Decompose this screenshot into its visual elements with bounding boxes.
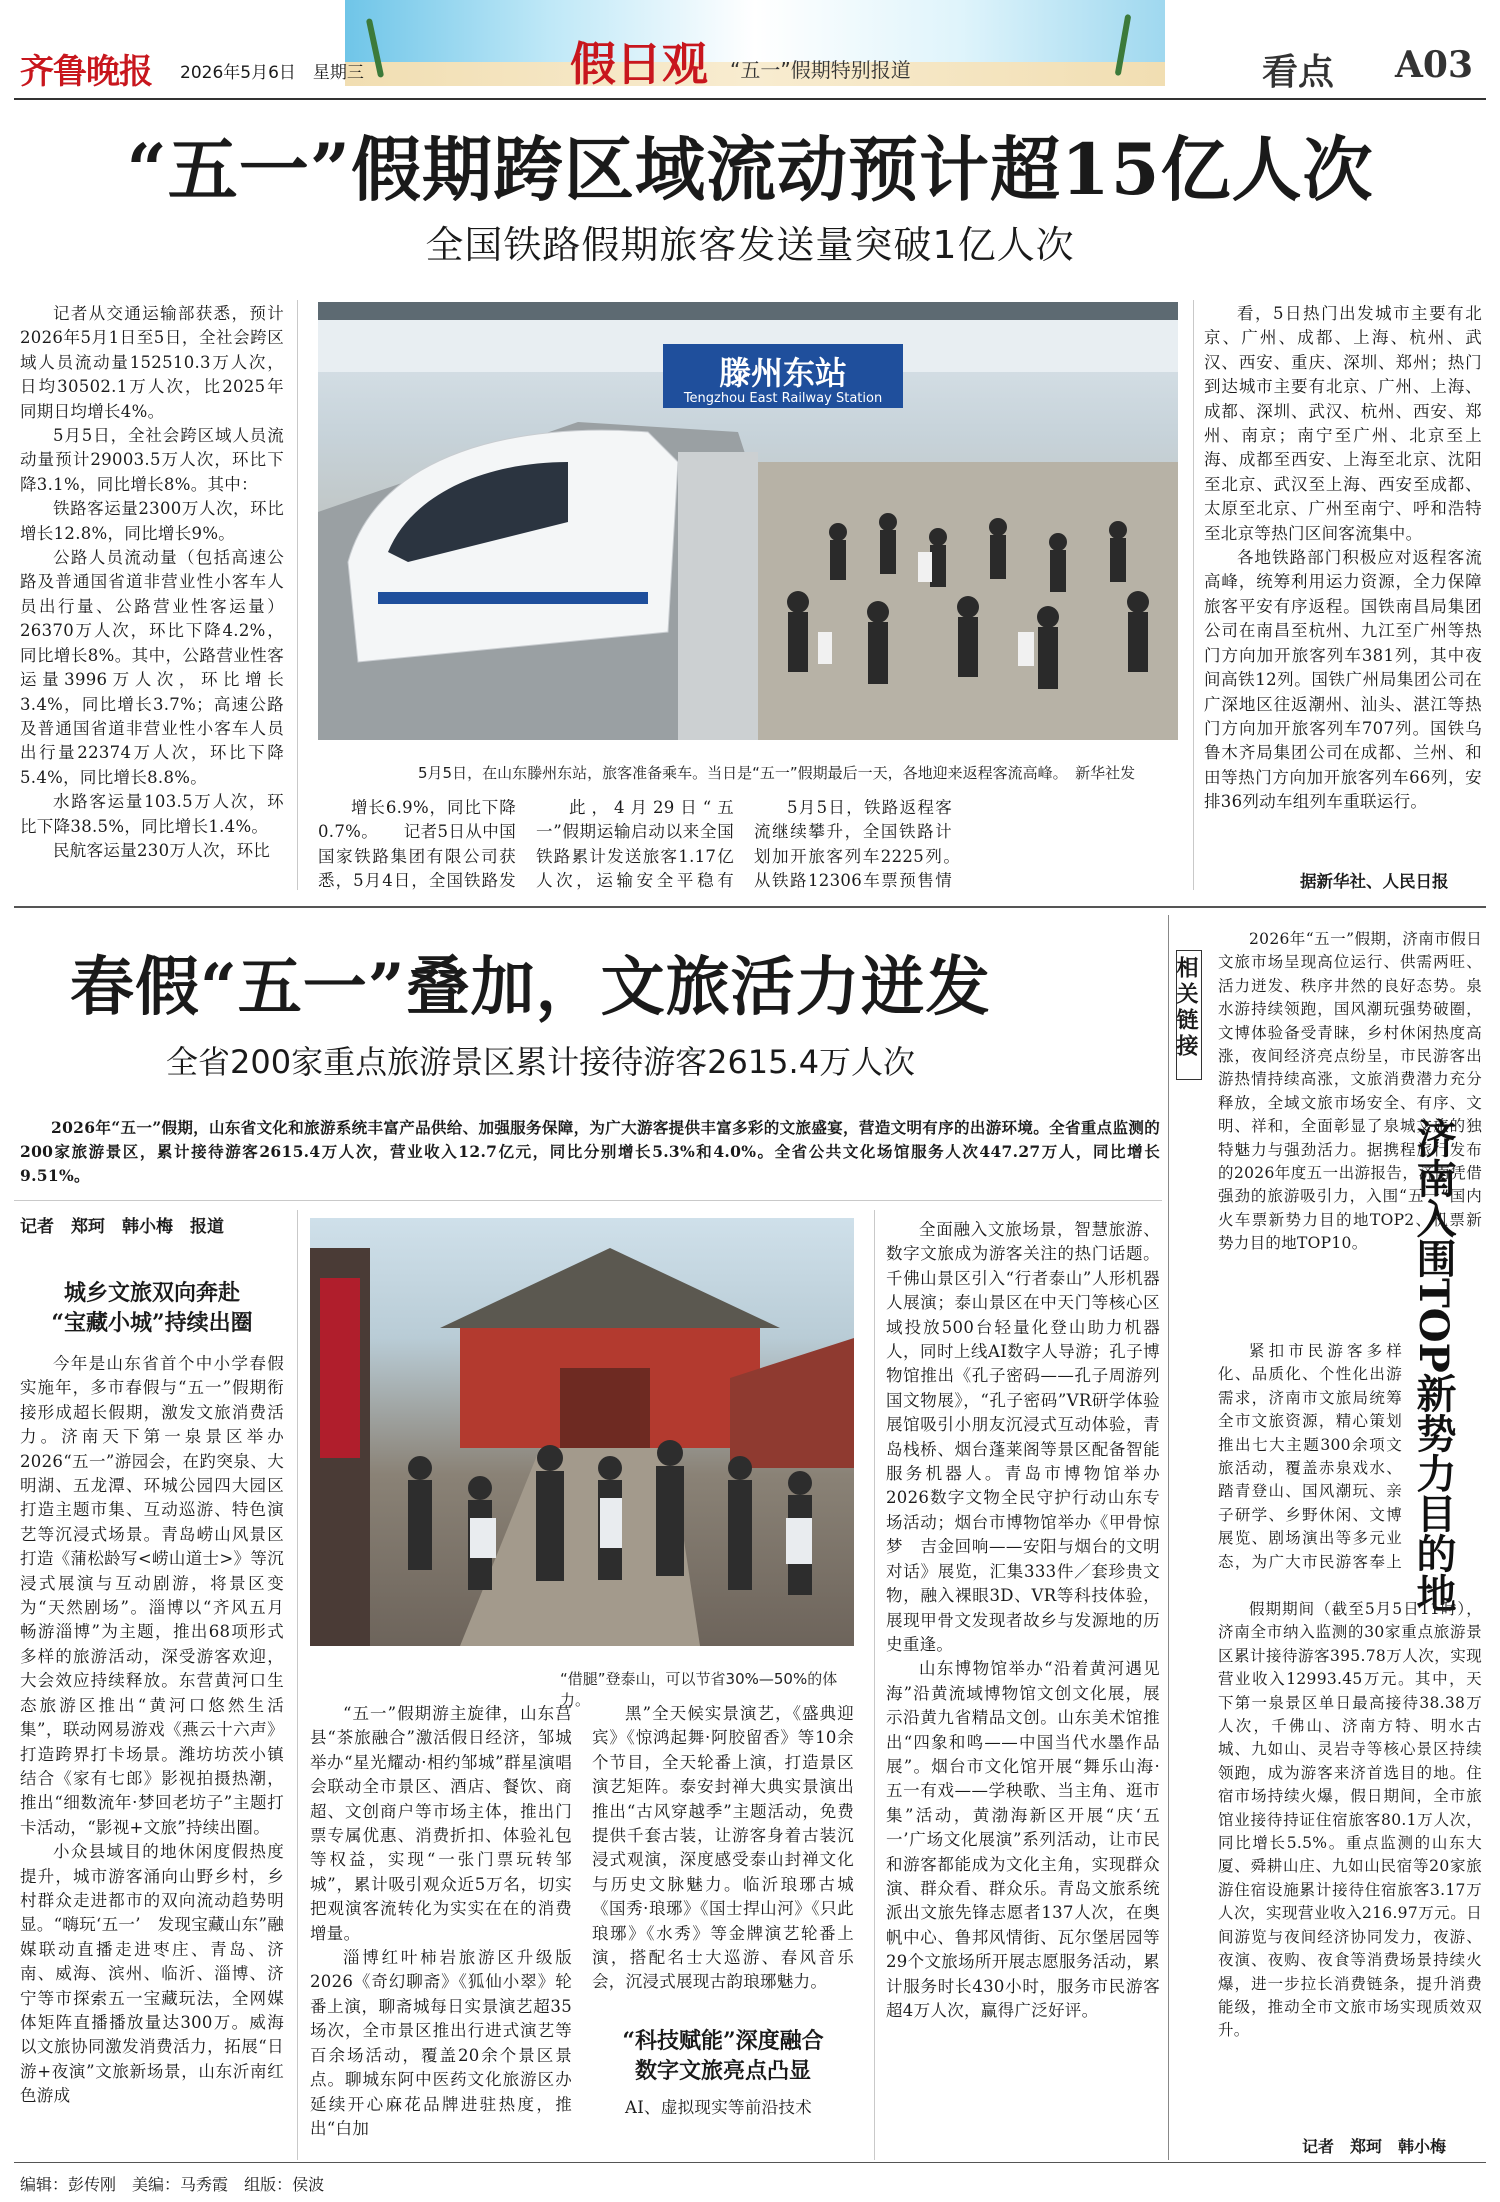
story1-col2: 增长6.9%，同比下降0.7%。 记者5日从中国国家铁路集团有限公司获悉，5月4日，全国铁路发 xyxy=(318,798,516,891)
story2-col2: “五一”假期游主旋律，山东莒县“茶旅融合”激活假日经济，邹城举办“星光耀动·相约邹城”群星演唱会联动全市景区、酒店、餐饮、商超、文创商户等市场主体，推出门票专属优惠、消费折扣、体验礼包等权益，实现“一张门票玩转邹城”，累计吸引观众近5万名，切实把观演客流转化为实实在在的消费增量。 淄博红叶柿岩旅游区升级版2026《奇幻聊斋》《狐仙小翠》轮番上演，聊斋城每日实景演艺超35场次，全市景区推出行进式演艺等百余场活动，覆盖20余个景区景点。聊城东阿中医药文化旅游区办延续开心麻花品牌进驻热度，推出“白加 xyxy=(310,1704,572,2138)
related-col-top: 2026年“五一”假期，济南市假日文旅市场呈现高位运行、供需两旺、活力迸发、秩序井然的良好态势。泉水游持续领跑，国风潮玩强势破圈，文博体验备受青睐，乡村休闲热度高涨，夜间经济亮点纷呈，市民游客出游热情持续高涨，文旅消费潜力充分释放，全域文旅市场安全、有序、文明、祥和，全面彰显了泉城文旅的独特魅力与强劲活力。据携程旅行发布的2026年度五一出游报告，济南凭借强劲的旅游吸引力，入围“五一”国内火车票新势力目的地TOP2、机票新势力目的地TOP10。 xyxy=(1218,930,1482,1253)
station-sign-text: 滕州东站 xyxy=(718,354,848,392)
masthead-rule xyxy=(14,98,1486,100)
station-photo-caption: 5月5日，在山东滕州东站，旅客准备乘车。当日是“五一”假期最后一天，各地迎来返程客流高峰。 新华社发 xyxy=(418,764,1136,782)
story1-headline: “五一”假期跨区域流动预计超15亿人次 xyxy=(126,128,1374,211)
masthead xyxy=(0,0,1500,100)
sidebar-rule xyxy=(1168,915,1169,2160)
story2-col3-tail: AI、虚拟现实等前沿技术 xyxy=(625,2098,813,2117)
related-title: 济南入围TOP新势力目的地 xyxy=(1410,1118,1457,1613)
newspaper-logo: 齐鲁晚报 xyxy=(20,52,152,92)
story2-subheading-1: 城乡文旅双向奔赴 “宝藏小城”持续出圈 xyxy=(51,1280,253,1336)
story2-headline: 春假“五一”叠加，文旅活力迸发 xyxy=(70,950,991,1025)
column-rule xyxy=(874,1210,875,2160)
story2-col1: 今年是山东省首个中小学春假实施年，多市春假与“五一”假期衔接形成超长假期，激发文旅消费活力。济南天下第一泉景区举办2026“五一”游园会，在趵突泉、大明湖、五龙潭、环城公园四大园区打造主题市集、互动巡游、特色演艺等沉浸式场景。青岛崂山风景区打造《蒲松龄写<崂山道士>》等沉浸式展演与互动剧游，将景区变为“天然剧场”。淄博以“齐风五月 畅游淄博”为主题，推出68项形式多样的旅游活动，深受游客欢迎，大会效应持续释放。东营黄河口生态旅游区推出“黄河口悠然生活集”，联动网易游戏《燕云十六声》打造跨界打卡场景。潍坊坊茨小镇结合《家有七郎》影视拍摄热潮，推出“细数流年·梦回老坊子”主题打卡活动，“影视+文旅”持续出圈。 小众县域目的地休闲度假热度提升，城市游客涌向山野乡村，乡村群众走进都市的双向流动趋势明显。“嗨玩‘五一’ 发现宝藏山东”融媒联动直播走进枣庄、青岛、济南、威海、滨州、临沂、淄博、济宁等市探索五一宝藏玩法，全网媒体矩阵直播播放量达300万。威海以文旅协同激发消费活力，拓展“日游+夜演”文旅新场景，山东沂南红色游成 xyxy=(20,1354,284,2106)
column-rule xyxy=(297,300,298,890)
related-col-bottom: 假期期间（截至5月5日11时），济南全市纳入监测的30家重点旅游景区累计接待游客395.78万人次，实现营业收入12993.45万元。其中，天下第一泉景区单日最高接待38.38万人次，千佛山、济南方特、明水古城、九如山、灵岩寺等核心景区持续领跑，成为游客来济首选目的地。住宿市场持续火爆，假日期间，全市旅馆业接待持证住宿旅客80.1万人次，同比增长5.5%。重点监测的山东大厦、舜耕山庄、九如山民宿等20家旅游住宿设施累计接待住宿旅客3.17万人次，实现营业收入216.97万元。日间游览与夜间经济协同发力，夜游、夜演、夜购、夜食等消费场景持续火爆，进一步拉长消费链条，提升消费能级，推动全市文旅市场实现质效双升。 xyxy=(1218,1600,1482,2040)
column-rule xyxy=(297,1210,298,2160)
section-divider xyxy=(14,906,1486,908)
story2-col4: 全面融入文旅场景，智慧旅游、数字文旅成为游客关注的热门话题。千佛山景区引入“行者泰山”人形机器人展演；泰山景区在中天门等核心区域投放500台轻量化登山助力机器人，同时上线AI数字人导游；孔子博物馆推出《孔子密码——孔子周游列国文物展》，“孔子密码”VR研学体验展馆吸引小朋友沉浸式互动体验，青岛栈桥、烟台蓬莱阁等景区配备智能服务机器人。青岛市博物馆举办2026数字文物全民守护行动山东专场活动；烟台市博物馆举办《甲骨惊梦 吉金回响——安阳与烟台的文明对话》展览，汇集333件／套珍贵文物，融入裸眼3D、VR等科技体验，展现甲骨文发现者故乡与发源地的历史重逢。 山东博物馆举办“沿着黄河遇见海”沿黄流域博物馆文创文化展，展示沿黄九省精品文创。山东美术馆推出“四象和鸣——中国当代水墨作品展”。烟台市文化馆开展“舞乐山海·五一有戏——学秧歌、当主角、逛市集”活动，黄渤海新区开展“庆‘五一’广场文化展演”系列活动，让市民和游客都能成为文化主角，实现群众演、群众看、群众乐。青岛文旅系统派出文旅先锋志愿者137人次，在奥帆中心、鲁邦风情街、瓦尔堡居园等29个文旅场所开展志愿服务活动，累计服务时长430小时，服务市民游客超4万人次，赢得广泛好评。 xyxy=(886,1220,1160,2020)
story2-subhead: 全省200家重点旅游景区累计接待游客2615.4万人次 xyxy=(166,1043,916,1081)
story1-byline: 据新华社、人民日报 xyxy=(1300,872,1449,891)
lead-rule xyxy=(14,1200,1162,1201)
section-title: 假日观 xyxy=(570,37,708,91)
tengzhou-station-photo xyxy=(318,302,1178,740)
story2-lead: 2026年“五一”假期，山东省文化和旅游系统丰富产品供给、加强服务保障，为广大游客提供丰富多彩的文旅盛宴，营造文明有序的出游环境。全省重点监测的200家旅游景区，累计接待游客2615.4万人次，营业收入12.7亿元，同比分别增长5.3%和4.0%。全省公共文化场馆服务人次447.27万人，同比增长9.51%。 xyxy=(20,1118,1160,1185)
footer-rule xyxy=(14,2162,1486,2163)
mount-tai-caption: “借腿”登泰山，可以节省30%—50%的体力。 xyxy=(560,1670,838,1709)
station-scene xyxy=(318,302,1178,740)
station-sign-english: Tengzhou East Railway Station xyxy=(683,391,883,406)
mountain-stairs-scene xyxy=(310,1218,854,1646)
story1-subhead: 全国铁路假期旅客发送量突破1亿人次 xyxy=(425,223,1075,267)
related-link-label: 相关链接 xyxy=(1173,956,1199,1060)
story1-col5: 看，5日热门出发城市主要有北京、广州、成都、上海、杭州、武汉、西安、重庆、深圳、郑州；热门到达城市主要有北京、广州、上海、成都、深圳、武汉、杭州、西安、郑州、南京；南宁至广州、北京至上海、成都至西安、上海至北京、沈阳至北京、武汉至上海、西安至成都、太原至北京、广州至南宁、呼和浩特至北京等热门区间客流集中。 各地铁路部门积极应对返程客流高峰，统筹利用运力资源，全力保障旅客平安有序返程。国铁南昌局集团公司在南昌至杭州、九江至广州等热门方向加开旅客列车381列，其中夜间高铁12列。国铁广州局集团公司在广深地区往返潮州、汕头、湛江等热门方向加开旅客列车707列。国铁乌鲁木齐局集团公司在成都、兰州、和田等热门方向加开旅客列车66列，安排36列动车组列车重联运行。 xyxy=(1204,304,1482,812)
story1-col1: 记者从交通运输部获悉，预计2026年5月1日至5日，全社会跨区域人员流动量152510.3万人次，日均30502.1万人次，比2025年同期日均增长4%。 5月5日，全社会跨区域人员流动量预计29003.5万人次，环比下降3.1%，同比增长8%。其中： 铁路客运量2300万人次，环比增长12.8%，同比增长9%。 公路人员流动量（包括高速公路及普通国省道非营业性小客车人员出行量、公路营业性客运量）26370万人次，环比下降4.2%，同比增长8%。其中，公路营业性客运量3996万人次，环比增长3.4%，同比增长3.7%；高速公路及普通国省道非营业性小客车人员出行量22374万人次，环比下降5.4%，同比增长8.8%。 水路客运量103.5万人次，环比下降38.5%，同比增长1.4%。 民航客运量230万人次，环比 xyxy=(20,304,284,860)
story2-col3: 黑”全天候实景演艺，《盛典迎宾》《惊鸿起舞·阿胶留香》等10余个节目，全天轮番上演，打造景区演艺矩阵。泰安封禅大典实景演出推出“古风穿越季”主题活动，免费提供千套古装，让游客身着古装沉浸式观演，深度感受泰山封禅文化与历史文脉魅力。临沂琅琊古城《国秀·琅琊》《国士捍山河》《只此琅琊》《水秀》等金牌演艺轮番上演，搭配名士大巡游、春风音乐会，沉浸式展现古韵琅琊魅力。 xyxy=(592,1704,854,1992)
mount-tai-photo xyxy=(310,1218,854,1646)
story2-reporters: 记者 郑珂 韩小梅 报道 xyxy=(20,1217,224,1237)
page-number: A03 xyxy=(1395,44,1474,86)
related-col-mid: 紧扣市民游客多样化、品质化、个性化出游需求，济南市文旅局统筹全市文旅资源，精心策划推出七大主题300余项文旅活动，覆盖赤泉戏水、踏青登山、国风潮玩、亲子研学、乡野休闲、文博展览、剧场演出等多元业态，为广大市民游客奉上 xyxy=(1218,1342,1402,1570)
issue-date: 2026年5月6日 星期三 xyxy=(180,63,364,83)
page-name: 看点 xyxy=(1262,51,1335,93)
section-subtitle: “五一”假期特别报道 xyxy=(730,58,911,82)
related-byline: 记者 郑珂 韩小梅 xyxy=(1302,2137,1447,2156)
story2-subheading-2: “科技赋能”深度融合 数字文旅亮点凸显 xyxy=(622,2028,824,2084)
page-credits: 编辑：彭传刚 美编：马秀霞 组版：侯波 xyxy=(20,2175,325,2194)
column-rule xyxy=(1193,300,1194,890)
story1-col3: 此，4月29日“五一”假期运输启动以来全国铁路累计发送旅客1.17亿人次，运输安全平稳有 xyxy=(536,798,734,891)
story1-col4: 5月5日，铁路返程客流继续攀升，全国铁路计划加开旅客列车2225列。 从铁路12306车票预售情 xyxy=(754,798,952,891)
